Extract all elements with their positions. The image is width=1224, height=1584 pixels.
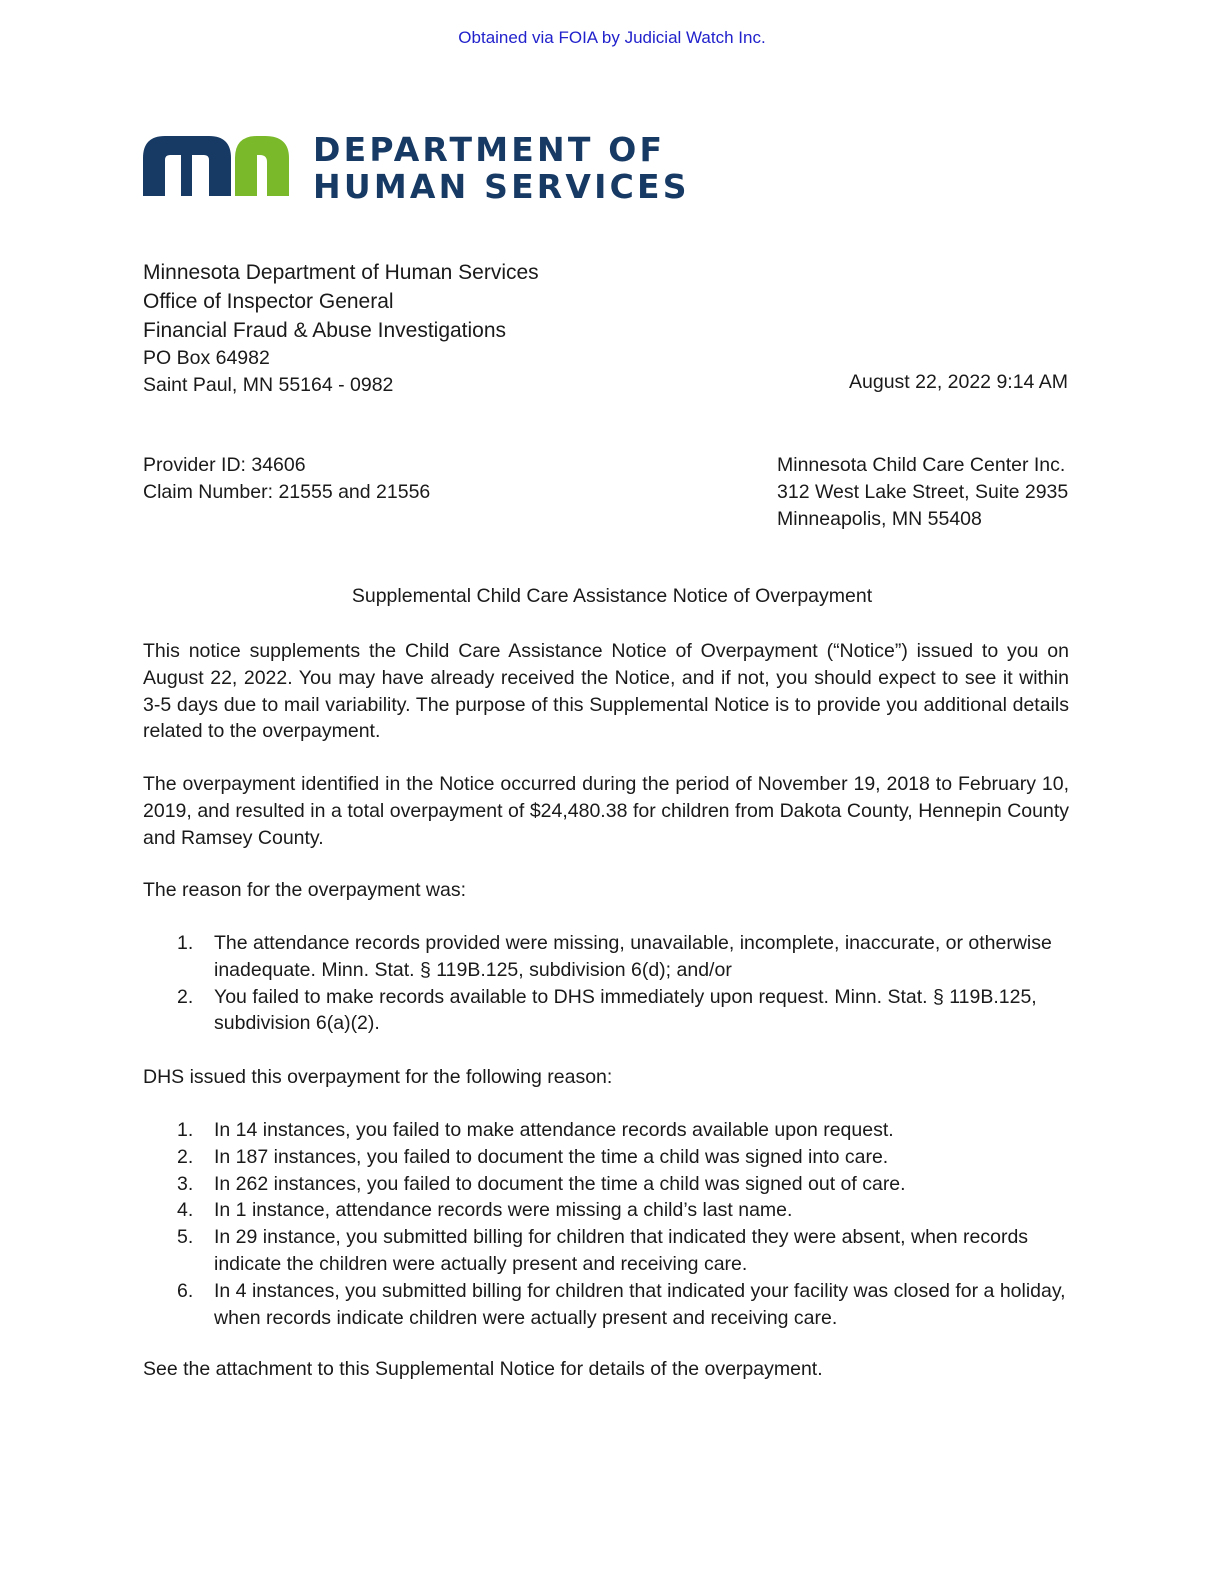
list-item xyxy=(143,1171,1069,1198)
list-item xyxy=(143,930,1069,984)
list-item xyxy=(143,1278,1069,1332)
intro-paragraph: This notice supplements the Child Care Assistance Notice of Overpayment (“Notice”) issued to you on August 22, 2022. You may have already received the Notice, and if not, you should expect to see it within 3-5 days due to mail variability. The purpose of this Supplemental Notice is to provide you additional details related to the overpayment. xyxy=(143,640,1069,743)
claim-number: Claim Number: 21555 and 21556 xyxy=(143,481,431,503)
list-number: 4. xyxy=(177,1199,194,1222)
list-number: 1. xyxy=(177,932,194,954)
list-number: 5. xyxy=(177,1226,194,1249)
letter-date: August 22, 2022 9:14 AM xyxy=(849,371,1068,393)
sender-po-box: PO Box 64982 xyxy=(143,347,270,369)
recipient-street: 312 West Lake Street, Suite 2935 xyxy=(777,481,1069,503)
list-text: In 14 instances, you failed to make attendance records available upon request. xyxy=(214,1119,894,1141)
sender-line: Office of Inspector General xyxy=(143,290,394,313)
list-item xyxy=(143,1117,1069,1144)
logo-line-2: HUMAN SERVICES xyxy=(313,167,690,206)
recipient-address xyxy=(777,452,1068,533)
sender-line: Minnesota Department of Human Services xyxy=(143,261,539,284)
list-number: 2. xyxy=(177,985,194,1008)
list-text: You failed to make records available to DHS immediately upon request. Minn. Stat. § 119B.125, subdivision 6(a)(2). xyxy=(214,985,1037,1035)
reference-ids xyxy=(143,452,430,506)
list-text: In 262 instances, you failed to document the time a child was signed out of care. xyxy=(214,1172,906,1195)
reason-heading: The reason for the overpayment was: xyxy=(143,879,466,901)
list-number: 6. xyxy=(177,1279,194,1302)
list-number: 3. xyxy=(177,1172,194,1195)
list-text: In 29 instance, you submitted billing for children that indicated they were absent, when records indicate the children were actually present and receiving care. xyxy=(214,1226,1029,1275)
sender-address xyxy=(143,258,539,399)
list-item xyxy=(143,1197,1069,1224)
sender-city: Saint Paul, MN 55164 - 0982 xyxy=(143,374,394,396)
foia-watermark: Obtained via FOIA by Judicial Watch Inc. xyxy=(458,28,766,47)
mn-logo-mark xyxy=(143,130,293,196)
list-text: The attendance records provided were missing, unavailable, incomplete, inaccurate, or otherwise inadequate. Minn. Stat. § 119B.125, subdivision 6(d); and/or xyxy=(214,932,1052,981)
notice-subject: Supplemental Child Care Assistance Notice of Overpayment xyxy=(351,585,873,607)
recipient-city: Minneapolis, MN 55408 xyxy=(777,508,982,530)
attachment-note: See the attachment to this Supplemental Notice for details of the overpayment. xyxy=(143,1358,823,1380)
reason-list xyxy=(143,930,1069,1037)
list-text: In 4 instances, you submitted billing for children that indicated your facility was closed for a holiday, when records indicate children were actually present and receiving care. xyxy=(214,1279,1066,1329)
logo-line-1: DEPARTMENT OF xyxy=(313,130,666,169)
issues-heading: DHS issued this overpayment for the following reason: xyxy=(143,1066,613,1088)
overpayment-paragraph: The overpayment identified in the Notice occurred during the period of November 19, 2018 to February 10, 2019, and resulted in a total overpayment of $24,480.38 for children from Dakota County, Hennepin County and Ramsey County. xyxy=(143,773,1069,849)
provider-id: Provider ID: 34606 xyxy=(143,454,306,476)
list-item xyxy=(143,1144,1069,1171)
list-number: 2. xyxy=(177,1145,194,1168)
list-text: In 1 instance, attendance records were missing a child’s last name. xyxy=(214,1199,793,1222)
recipient-name: Minnesota Child Care Center Inc. xyxy=(777,454,1066,476)
sender-line: Financial Fraud & Abuse Investigations xyxy=(143,319,507,342)
issues-list xyxy=(143,1117,1069,1331)
list-item xyxy=(143,984,1069,1038)
list-number: 1. xyxy=(177,1119,194,1141)
list-text: In 187 instances, you failed to document the time a child was signed into care. xyxy=(214,1145,889,1168)
list-item xyxy=(143,1224,1069,1278)
